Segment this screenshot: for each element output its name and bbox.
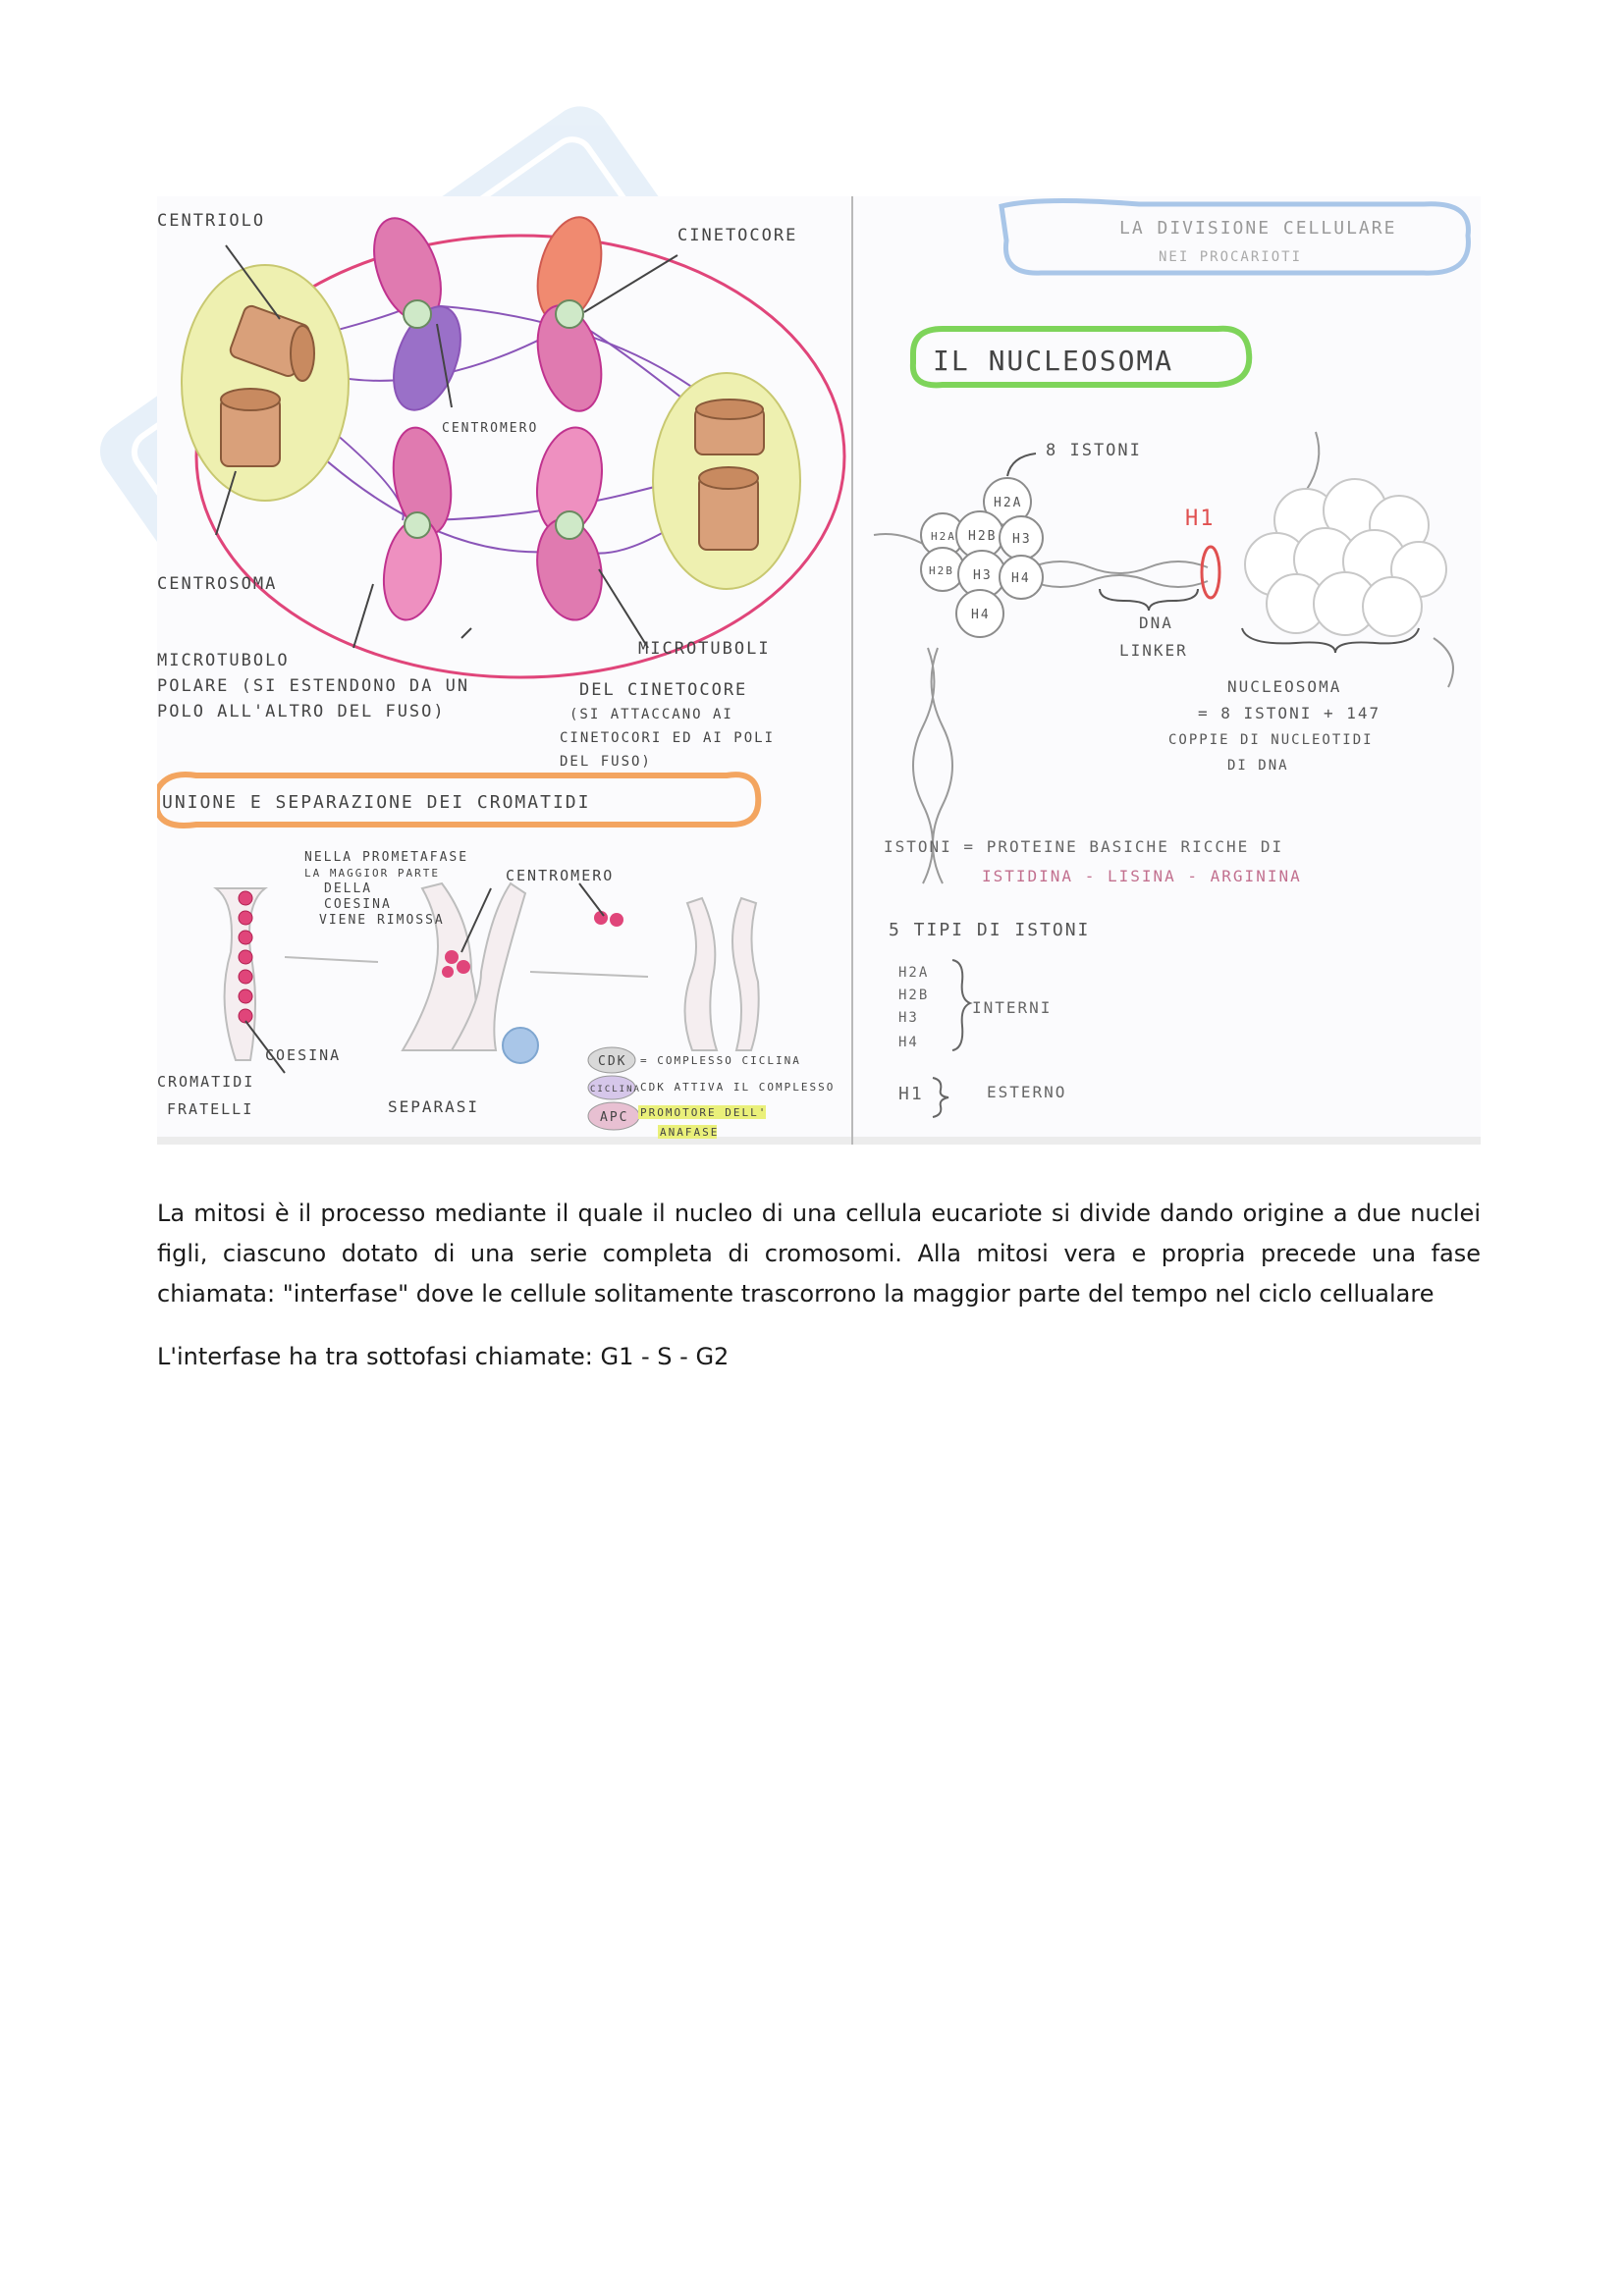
histone-h4-b: H4: [971, 608, 991, 622]
top-title-2: NEI PROCARIOTI: [1159, 249, 1303, 265]
istoni-def-line-1: ISTONI = PROTEINE BASICHE RICCHE DI: [884, 837, 1284, 856]
nucleosoma-title: IL NUCLEOSOMA: [933, 345, 1174, 377]
label-microtuboli-1: MICROTUBOLI: [638, 639, 771, 659]
label-separasi: SEPARASI: [388, 1097, 480, 1116]
formula-line-2: COPPIE DI NUCLEOTIDI: [1168, 732, 1374, 748]
label-centromero-top: CENTROMERO: [442, 421, 539, 436]
list-h3: H3: [898, 1010, 919, 1026]
note-line-3: DELLA: [324, 881, 373, 896]
list-h1: H1: [898, 1084, 924, 1104]
svg-text:PROMOTORE DELL': PROMOTORE DELL': [640, 1106, 768, 1119]
paragraph-interfase: L'interfase ha tra sottofasi chiamate: G1 - S - G2: [157, 1343, 730, 1370]
label-microtubolo-3: POLO ALL'ALTRO DEL FUSO): [157, 702, 446, 721]
label-interni: INTERNI: [972, 998, 1053, 1017]
svg-text:CICLINA: CICLINA: [590, 1085, 641, 1095]
note-line-5: VIENE RIMOSSA: [319, 913, 445, 928]
label-linker: LINKER: [1119, 641, 1188, 660]
tipi-istoni: 5 TIPI DI ISTONI: [889, 920, 1091, 940]
histone-h2a-b: H2A: [931, 530, 956, 543]
formula-line-3: DI DNA: [1227, 758, 1289, 774]
label-centrosoma: CENTROSOMA: [157, 574, 278, 594]
label-nucleosoma: NUCLEOSOMA: [1227, 677, 1342, 696]
label-coesina: COESINA: [265, 1046, 342, 1064]
section-title: UNIONE E SEPARAZIONE DEI CROMATIDI: [162, 792, 591, 813]
hand-drawn-figure: [157, 196, 1481, 1145]
centriole-left-2: [221, 389, 280, 466]
centriole-right-2: [699, 467, 758, 550]
separasi-circle: [503, 1028, 538, 1063]
centriole-right-1: [695, 400, 764, 454]
label-8-istoni: 8 ISTONI: [1046, 441, 1142, 460]
svg-text:CDK: CDK: [598, 1054, 627, 1069]
label-microtuboli-2: DEL CINETOCORE: [579, 680, 748, 700]
label-microtuboli-4: CINETOCORI ED AI POLI: [560, 730, 776, 746]
svg-text:CDK ATTIVA IL COMPLESSO: CDK ATTIVA IL COMPLESSO: [640, 1081, 836, 1094]
list-h2a: H2A: [898, 965, 930, 981]
note-line-2: LA MAGGIOR PARTE: [304, 867, 440, 880]
label-esterno: ESTERNO: [987, 1083, 1067, 1101]
label-centromero-bottom: CENTROMERO: [506, 867, 615, 884]
label-dna: DNA: [1139, 614, 1173, 632]
label-cromatidi-2: FRATELLI: [167, 1100, 254, 1118]
list-h4: H4: [898, 1035, 919, 1050]
note-line-4: COESINA: [324, 897, 392, 912]
label-microtubolo-1: MICROTUBOLO: [157, 651, 290, 670]
note-line-1: NELLA PROMETAFASE: [304, 850, 469, 865]
label-cinetocore: CINETOCORE: [677, 226, 798, 245]
histone-h3-b: H3: [973, 568, 993, 583]
figure-paper: [157, 196, 1481, 1145]
label-microtuboli-5: DEL FUSO): [560, 754, 652, 770]
label-centriolo: CENTRIOLO: [157, 211, 266, 231]
svg-text:= COMPLESSO CICLINA: = COMPLESSO CICLINA: [640, 1054, 801, 1067]
svg-text:ANAFASE: ANAFASE: [660, 1126, 720, 1139]
svg-text:APC: APC: [600, 1110, 629, 1125]
label-h1: H1: [1185, 507, 1216, 531]
istoni-def-line-2: ISTIDINA - LISINA - ARGININA: [982, 867, 1302, 885]
top-title-1: LA DIVISIONE CELLULARE: [1119, 218, 1397, 239]
histone-h3: H3: [1012, 532, 1032, 547]
histone-h2a: H2A: [994, 496, 1023, 510]
histone-h2b: H2B: [968, 529, 998, 544]
label-microtuboli-3: (SI ATTACCANO AI: [569, 707, 733, 722]
histone-h2b-b: H2B: [929, 564, 954, 577]
label-cromatidi-1: CROMATIDI: [157, 1073, 255, 1091]
label-microtubolo-2: POLARE (SI ESTENDONO DA UN: [157, 676, 470, 696]
list-h2b: H2B: [898, 988, 930, 1003]
formula-line-1: = 8 ISTONI + 147: [1198, 704, 1381, 722]
paragraph-mitosi: La mitosi è il processo mediante il quale il nucleo di una cellula eucariote si divide dando origine a due nuclei figli, ciascuno dotato di una serie completa di cromosomi. Alla mitosi vera e propria precede una fase chiamata: "interfase" dove le cellule solitamente trascorrono la maggior parte del tempo nel ciclo cellualare: [157, 1200, 1481, 1308]
histone-h4: H4: [1011, 571, 1031, 586]
